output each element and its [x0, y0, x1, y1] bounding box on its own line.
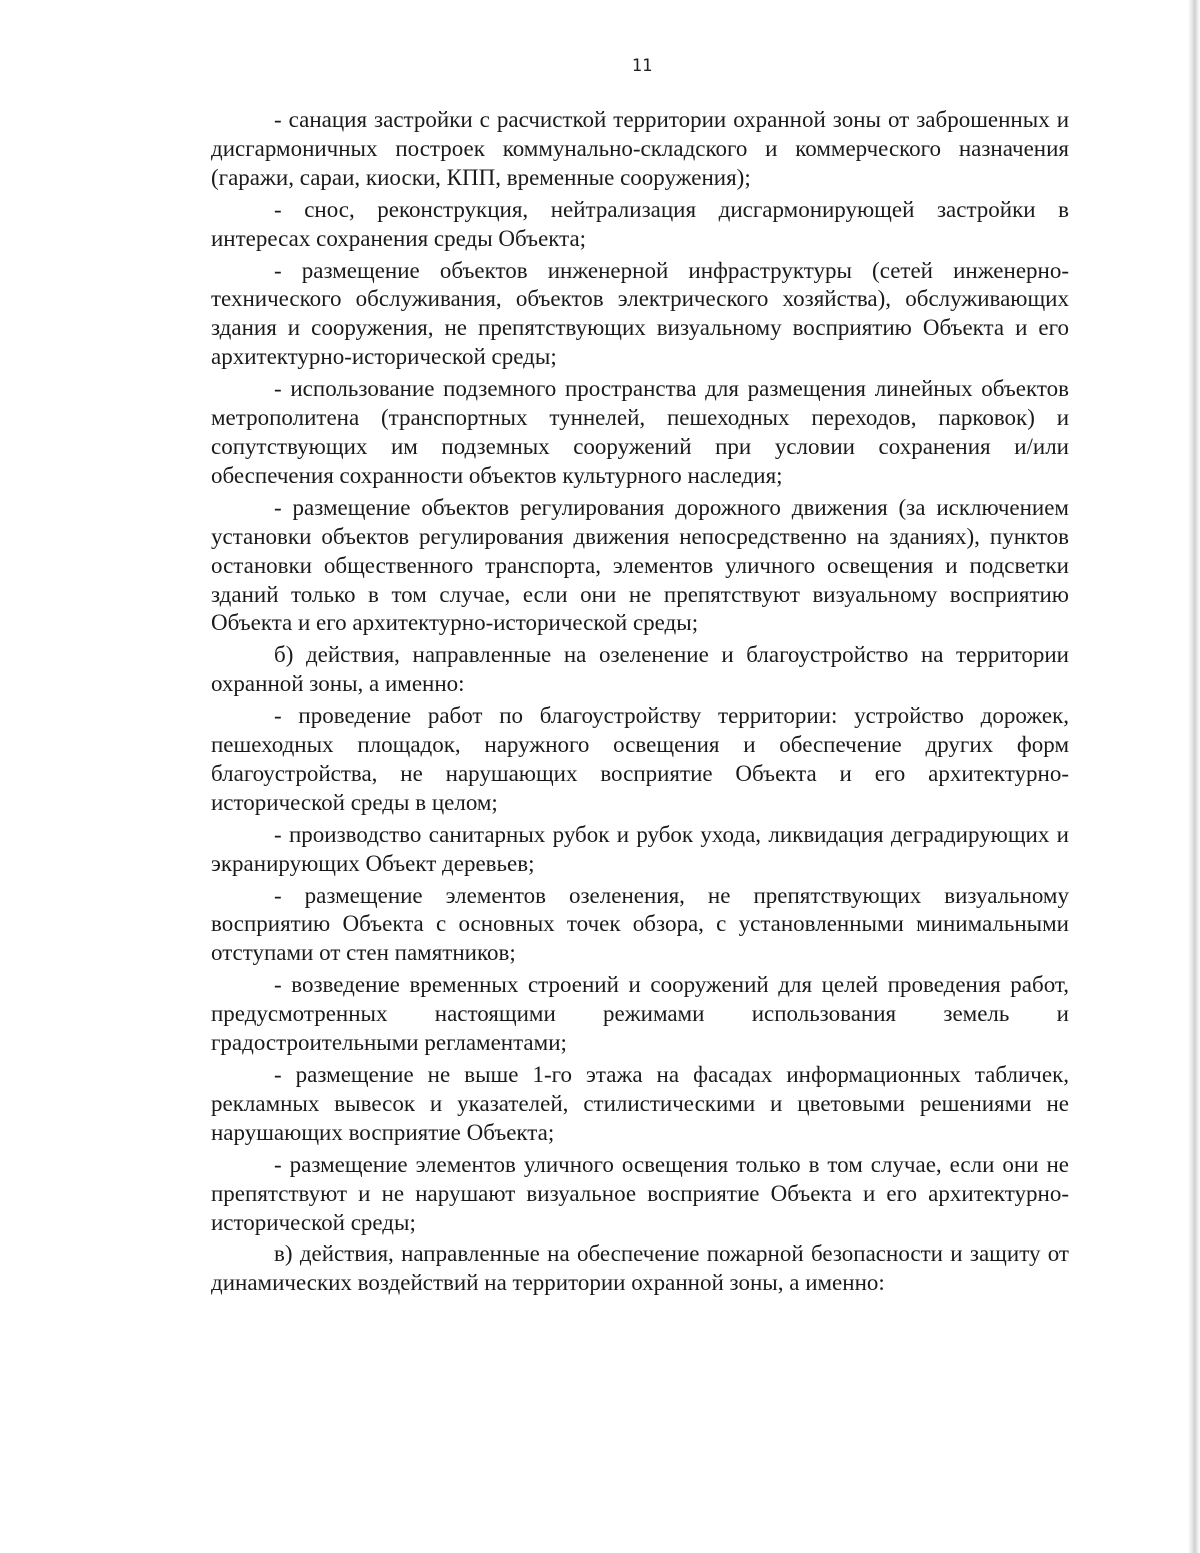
paragraph-section-b: б) действия, направленные на озеленение и благоустройство на территории охранной зоны, а именно:	[211, 642, 1069, 697]
paragraph-section-v: в) действия, направленные на обеспечение пожарной безопасности и защиту от динамических воздействий на территории охранной зоны, а именно:	[211, 1241, 1069, 1296]
paragraph-landscaping: - проведение работ по благоустройству территории: устройство дорожек, пешеходных площадок, наружного освещения и обеспечение других форм благоустройства, не нарушающих восприятие Объекта и его архитектурно-исторической среды в целом;	[211, 703, 1069, 815]
paragraph-traffic-regulation: - размещение объектов регулирования дорожного движения (за исключением установки объектов регулирования движения непосредственно на зданиях), пунктов остановки общественного транспорта, элементов уличного освещения и подсветки зданий только в том случае, если они не препятствуют визуальному восприятию Объекта и его архитектурно-исторической среды;	[211, 494, 1069, 636]
scan-edge-shadow	[1188, 0, 1200, 1553]
paragraph-street-lighting: - размещение элементов уличного освещения только в том случае, если они не препятствуют и не нарушают визуальное восприятие Объекта и его архитектурно-исторической среды;	[211, 1151, 1069, 1235]
paragraph-sanitation: - санация застройки с расчисткой территории охранной зоны от заброшенных и дисгармоничных построек коммунально-складского и коммерческого назначения (гаражи, сараи, киоски, КПП, временные сооружения);	[211, 107, 1069, 190]
paragraph-signage: - размещение не выше 1-го этажа на фасадах информационных табличек, рекламных вывесок и указателей, стилистическими и цветовыми решениями не нарушающих восприятие Объекта;	[211, 1062, 1069, 1145]
page-number: 11	[631, 56, 653, 76]
paragraph-underground-space: - использование подземного пространства для размещения линейных объектов метрополитена (транспортных туннелей, пешеходных переходов, парковок) и сопутствующих им подземных сооружений при условии сохранения и/или обеспечения сохранности объектов культурного наследия;	[211, 376, 1069, 488]
paragraph-demolition: - снос, реконструкция, нейтрализация дисгармонирующей застройки в интересах сохранения среды Объекта;	[211, 196, 1069, 251]
paragraph-sanitary-felling: - производство санитарных рубок и рубок ухода, ликвидация деградирующих и экранирующих Объект деревьев;	[211, 821, 1069, 876]
paragraph-greenery: - размещение элементов озеленения, не препятствующих визуальному восприятию Объекта с основных точек обзора, с установленными минимальными отступами от стен памятников;	[211, 882, 1069, 966]
paragraph-temporary-structures: - возведение временных строений и сооружений для целей проведения работ, предусмотренных настоящими режимами использования земель и градостроительными регламентами;	[211, 972, 1069, 1056]
document-body	[211, 106, 1069, 1298]
paragraph-infrastructure: - размещение объектов инженерной инфраструктуры (сетей инженерно- технического обслуживания, объектов электрического хозяйства), обслуживающих здания и сооружения, не препятствующих визуальному восприятию Объекта и его архитектурно-исторической среды;	[211, 257, 1069, 370]
